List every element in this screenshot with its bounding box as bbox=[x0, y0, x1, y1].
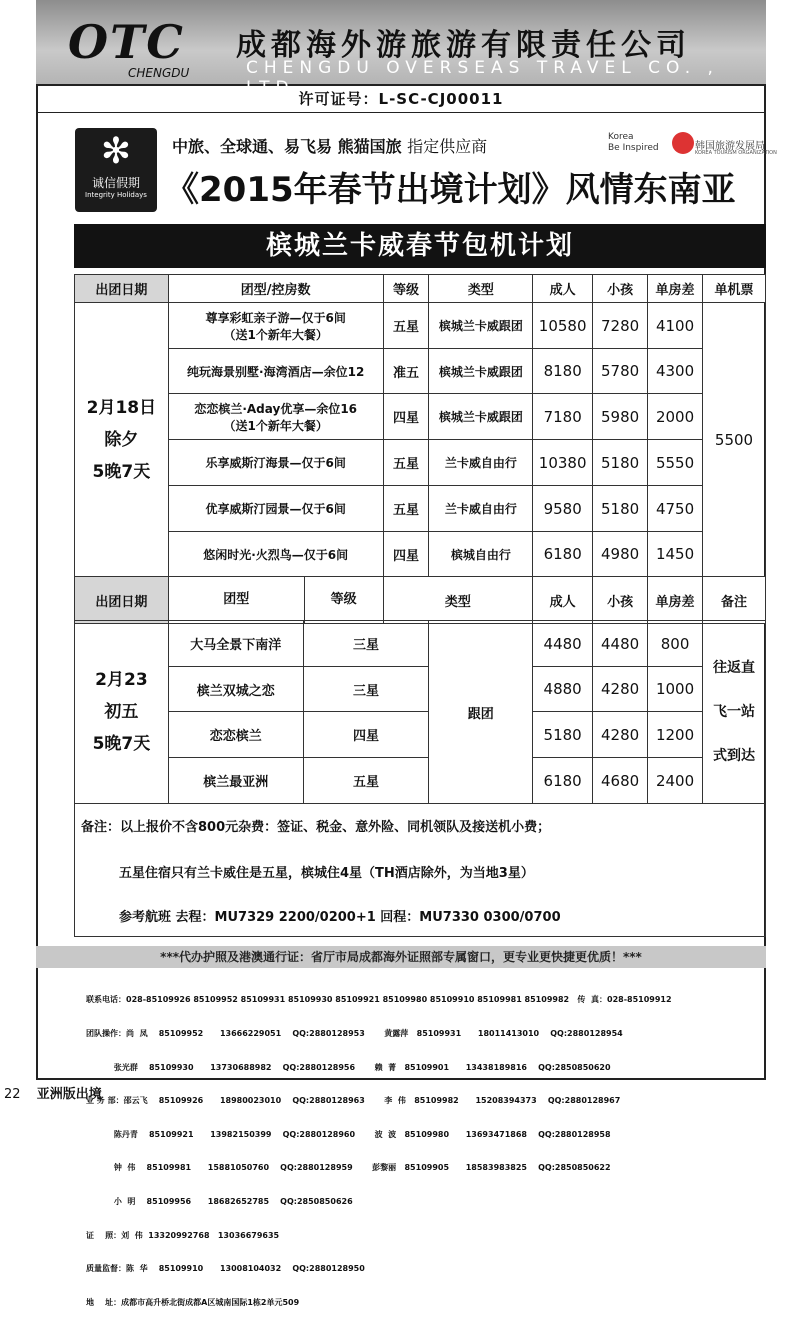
supplier-names: 中旅、全球通、易飞易 熊猫国旅 bbox=[172, 137, 402, 156]
header-child: 小孩 bbox=[593, 577, 648, 624]
tour-level: 四星 bbox=[383, 394, 429, 440]
adult-price: 4480 bbox=[533, 621, 593, 667]
contact-line: 小 明 85109956 18682652785 QQ:2850850626 bbox=[86, 1197, 353, 1207]
single-supplement: 1000 bbox=[648, 667, 703, 712]
notes-box bbox=[74, 804, 766, 937]
adult-price: 5180 bbox=[533, 712, 593, 758]
header-single-supplement: 单房差 bbox=[648, 577, 703, 624]
tour-name: 优享威斯汀园景—仅于6间 bbox=[168, 486, 383, 532]
table-row bbox=[75, 394, 766, 440]
tour-name: 槟兰最亚洲 bbox=[168, 758, 303, 804]
contact-line: 质量监督：陈 华 85109910 13008104032 QQ:2880128950 bbox=[86, 1264, 365, 1274]
header-tour-type: 团型/控房数 bbox=[168, 275, 383, 303]
header-single-supplement: 单房差 bbox=[648, 275, 703, 303]
date-text: 2月18日 bbox=[86, 397, 157, 418]
adult-price: 10580 bbox=[533, 303, 593, 349]
company-name-cn: 成都海外游旅游有限责任公司 bbox=[236, 28, 691, 63]
supplier-suffix: 指定供应商 bbox=[407, 137, 488, 156]
child-price: 4280 bbox=[593, 667, 648, 712]
departure-date-1 bbox=[75, 303, 169, 577]
tour-level: 三星 bbox=[303, 667, 429, 712]
table2-header-row bbox=[75, 577, 766, 624]
divider bbox=[36, 112, 766, 113]
adult-price: 9580 bbox=[533, 486, 593, 532]
table-row bbox=[75, 486, 766, 532]
tour-level: 五星 bbox=[383, 303, 429, 349]
departure-date-2 bbox=[75, 621, 169, 804]
contact-line: 地 址：成都市高升桥北街成都A区城南国际1栋2单元509 bbox=[86, 1297, 300, 1307]
publication-name: 亚洲版出境 bbox=[36, 1087, 102, 1102]
header-date: 出团日期 bbox=[75, 577, 169, 624]
tour-level: 三星 bbox=[303, 621, 429, 667]
table1-header-row bbox=[75, 275, 766, 303]
contact-line: 陈丹青 85109921 13982150399 QQ:2880128960 波 波 85109980 13693471868 QQ:2880128958 bbox=[86, 1129, 611, 1139]
adult-price: 10380 bbox=[533, 440, 593, 486]
table-row bbox=[75, 349, 766, 394]
child-price: 4680 bbox=[593, 758, 648, 804]
child-price: 5180 bbox=[593, 440, 648, 486]
tour-name: 大马全景下南洋 bbox=[168, 621, 303, 667]
flight-remark: 往返直 飞一站 式到达 bbox=[703, 621, 766, 804]
single-supplement: 1450 bbox=[648, 532, 703, 577]
tour-level: 准五 bbox=[383, 349, 429, 394]
tour-name: 尊享彩虹亲子游—仅于6间 （送1个新年大餐） bbox=[168, 303, 383, 349]
tour-name: 纯玩海景别墅·海湾酒店—余位12 bbox=[168, 349, 383, 394]
header-date: 出团日期 bbox=[75, 275, 169, 303]
header-remark: 备注 bbox=[703, 577, 766, 624]
single-supplement: 4750 bbox=[648, 486, 703, 532]
contact-line: 证 照：刘 伟 13320992768 13036679635 bbox=[86, 1230, 280, 1240]
company-header bbox=[36, 0, 766, 98]
header-adult: 成人 bbox=[533, 275, 593, 303]
adult-price: 6180 bbox=[533, 532, 593, 577]
company-name-en: CHENGDU OVERSEAS TRAVEL CO. , LTD bbox=[246, 58, 719, 98]
tour-name: 悠闲时光·火烈鸟—仅于6间 bbox=[168, 532, 383, 577]
date-holiday: 初五 bbox=[104, 702, 139, 722]
license-number: 许可证号：L-SC-CJ00011 bbox=[298, 90, 504, 108]
kto-logo-icon bbox=[672, 132, 694, 154]
child-price: 5980 bbox=[593, 394, 648, 440]
page-footer bbox=[0, 1083, 200, 1102]
child-price: 5180 bbox=[593, 486, 648, 532]
single-supplement: 4100 bbox=[648, 303, 703, 349]
note-price-exclusions: 备注：以上报价不含800元杂费：签证、税金、意外险、同机领队及接送机小费； bbox=[81, 820, 551, 835]
korea-text: Korea bbox=[608, 132, 634, 142]
header-child: 小孩 bbox=[593, 275, 648, 303]
page-number: 22 bbox=[4, 1087, 21, 1102]
child-price: 4480 bbox=[593, 621, 648, 667]
table-row bbox=[75, 667, 766, 712]
kto-name-en: KOREA TOURISM ORGANIZATION bbox=[695, 150, 777, 156]
contact-line: 团队操作：尚 凤 85109952 13666229051 QQ:2880128953 黄露萍 85109931 18011413010 QQ:2880128954 bbox=[86, 1029, 623, 1039]
date-duration: 5晚7天 bbox=[92, 734, 151, 754]
be-inspired-text: Be Inspired bbox=[608, 143, 659, 153]
section-banner: 槟城兰卡威春节包机计划 bbox=[74, 224, 766, 268]
header-type: 类型 bbox=[383, 577, 533, 624]
child-price: 4280 bbox=[593, 712, 648, 758]
adult-price: 8180 bbox=[533, 349, 593, 394]
header-level: 等级 bbox=[383, 275, 429, 303]
korea-be-inspired-logo bbox=[608, 132, 659, 154]
kto-name-cn: 韩国旅游发展局 bbox=[695, 141, 765, 152]
price-table-1 bbox=[74, 274, 766, 624]
header-adult: 成人 bbox=[533, 577, 593, 624]
date-duration: 5晚7天 bbox=[92, 461, 151, 482]
tour-type: 槟城自由行 bbox=[429, 532, 533, 577]
otc-logo-text: OTC bbox=[68, 15, 185, 69]
flower-icon: ✻ bbox=[100, 131, 132, 172]
contact-line: 张光群 85109930 13730688982 QQ:2880128956 赖 菁 85109901 13438189816 QQ:2850850620 bbox=[86, 1062, 611, 1072]
tour-level: 五星 bbox=[303, 758, 429, 804]
logo-en-text: Integrity Holidays bbox=[85, 191, 147, 199]
single-supplement: 2400 bbox=[648, 758, 703, 804]
child-price: 4980 bbox=[593, 532, 648, 577]
tour-name: 恋恋槟兰·Aday优享—余位16 （送1个新年大餐） bbox=[168, 394, 383, 440]
tour-type: 槟城兰卡威跟团 bbox=[429, 303, 533, 349]
adult-price: 6180 bbox=[533, 758, 593, 804]
contact-line: 钟 伟 85109981 15881050760 QQ:2880128959 彭黎丽 85109905 18583983825 QQ:2850850622 bbox=[86, 1163, 611, 1173]
supplier-line bbox=[172, 134, 487, 157]
tour-name: 槟兰双城之恋 bbox=[168, 667, 303, 712]
header-type: 类型 bbox=[429, 275, 533, 303]
contact-line: 业 务 部：邵云飞 85109926 18980023010 QQ:2880128963 李 伟 85109982 15208394373 QQ:2880128967 bbox=[86, 1096, 621, 1106]
date-text: 2月23 bbox=[95, 670, 148, 690]
tour-level: 五星 bbox=[383, 486, 429, 532]
table-row bbox=[75, 440, 766, 486]
logo-cn-text: 诚信假期 bbox=[91, 176, 140, 190]
child-price: 7280 bbox=[593, 303, 648, 349]
otc-logo-city: CHENGDU bbox=[128, 66, 190, 80]
otc-logo bbox=[68, 15, 228, 80]
date-holiday: 除夕 bbox=[104, 429, 139, 450]
tour-level: 五星 bbox=[383, 440, 429, 486]
page-title: 《2015年春节出境计划》风情东南亚 bbox=[165, 170, 736, 210]
integrity-holidays-logo bbox=[75, 128, 157, 212]
tour-name: 恋恋槟兰 bbox=[168, 712, 303, 758]
header-single-ticket: 单机票 bbox=[703, 275, 766, 303]
tour-type: 槟城兰卡威跟团 bbox=[429, 349, 533, 394]
tour-level: 四星 bbox=[303, 712, 429, 758]
single-supplement: 5550 bbox=[648, 440, 703, 486]
tour-type: 兰卡威自由行 bbox=[429, 486, 533, 532]
table-row bbox=[75, 621, 766, 667]
tour-level: 四星 bbox=[383, 532, 429, 577]
single-supplement: 2000 bbox=[648, 394, 703, 440]
note-hotel-standard: 五星住宿只有兰卡威住是五星，槟城住4星（TH酒店除外，为当地3星） bbox=[119, 866, 534, 881]
table-row bbox=[75, 303, 766, 349]
single-supplement: 800 bbox=[648, 621, 703, 667]
child-price: 5780 bbox=[593, 349, 648, 394]
tour-type: 槟城兰卡威跟团 bbox=[429, 394, 533, 440]
passport-service-bar: ***代办护照及港澳通行证：省厅市局成都海外证照部专属窗口，更专业更快捷更优质！*** bbox=[36, 946, 766, 968]
contact-line: 联系电话：028-85109926 85109952 85109931 85109930 85109921 85109980 85109910 85109981 85109982 传 真：028-85109912 bbox=[86, 995, 672, 1005]
single-supplement: 4300 bbox=[648, 349, 703, 394]
table-row bbox=[75, 532, 766, 577]
tour-type: 跟团 bbox=[429, 621, 533, 804]
header-split bbox=[168, 577, 383, 624]
single-ticket-price: 5500 bbox=[703, 303, 766, 577]
header-tour: 团型 bbox=[169, 577, 305, 623]
table-row bbox=[75, 758, 766, 804]
note-flight-info: 参考航班 去程：MU7329 2200/0200+1 回程：MU7330 0300/0700 bbox=[119, 910, 561, 925]
tour-type: 兰卡威自由行 bbox=[429, 440, 533, 486]
contact-list bbox=[86, 972, 672, 1319]
adult-price: 4880 bbox=[533, 667, 593, 712]
single-supplement: 1200 bbox=[648, 712, 703, 758]
tour-name: 乐享威斯汀海景—仅于6间 bbox=[168, 440, 383, 486]
price-table-2 bbox=[74, 620, 766, 804]
header-level: 等级 bbox=[330, 592, 357, 607]
table-row bbox=[75, 712, 766, 758]
adult-price: 7180 bbox=[533, 394, 593, 440]
